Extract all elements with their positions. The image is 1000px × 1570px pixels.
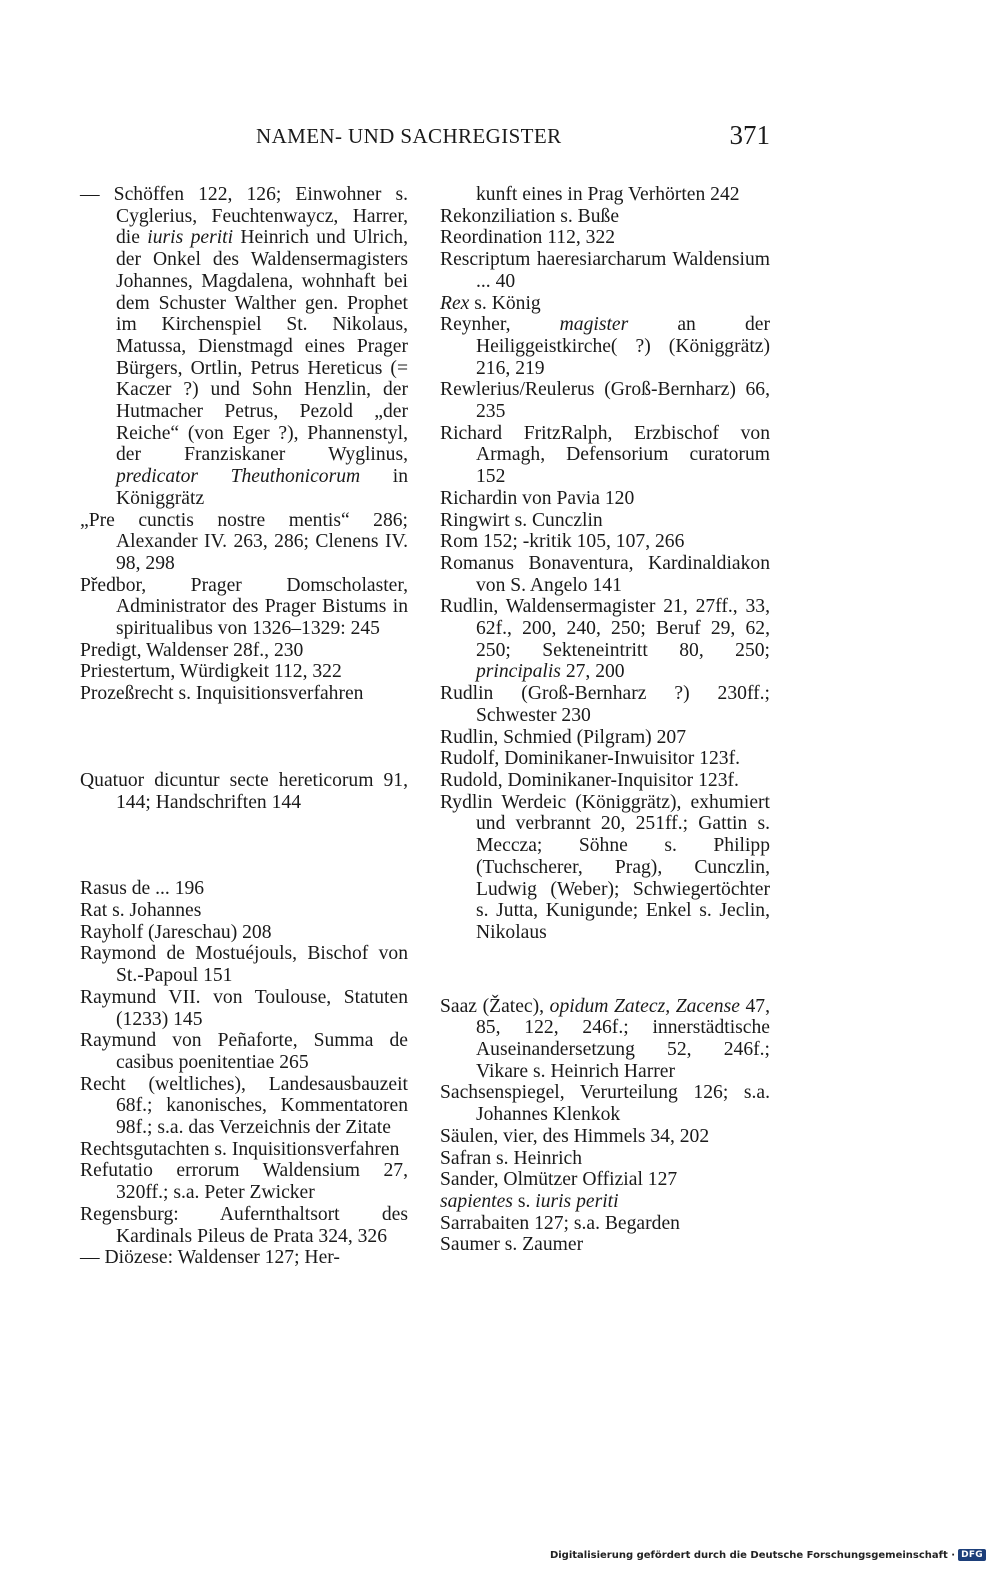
index-entry: Rydlin Werdeic (Königgrätz), exhumiert und verbrannt 20, 251ff.; Gattin s. Meccza; Söhne s. Philipp (Tuchscherer, Prag), Cunczlin, Ludwig (Weber); Schwiegertöchter s. Jutta, Kunigunde; Enkel s. Jeclin, Nikolaus: [440, 791, 770, 943]
index-entry: Rasus de ... 196: [80, 878, 205, 900]
footer-text: Digitalisierung gefördert durch die Deutsche Forschungsgemeinschaft ·: [549, 1549, 956, 1561]
section-gap: [80, 813, 408, 878]
section-gap: [440, 944, 770, 996]
index-entry: — Schöffen 122, 126; Einwohner s. Cyglerius, Feuchtenwaycz, Harrer, die iuris periti Heinrich und Ulrich, der Onkel des Waldensermagisters Johannes, Magdalena, wohnhaft bei dem Schuster Walther gen. Prophet im Kirchenspiel St. Nikolaus, Matussa, Dienstmagd eines Prager Bürgers, Ortlin, Petrus Hereticus (= Kaczer ?) und Sohn Henzlin, der Hutmacher Petrus, Pezold „der Reiche“ (von Eger ?), Phannenstyl, der Franziskaner Wyglinus, predicator Theuthonicorum in Königgrätz: [80, 184, 408, 509]
index-entry: Rom 152; -kritik 105, 107, 266: [440, 531, 685, 553]
index-entry: Raymund VII. von Toulouse, Statuten (1233) 145: [80, 986, 408, 1030]
index-entry: Priestertum, Würdigkeit 112, 322: [80, 661, 342, 683]
index-entry: kunft eines in Prag Verhörten 242: [476, 184, 740, 205]
index-entry: Rewlerius/Reulerus (Groß-Bernharz) 66, 235: [440, 379, 770, 423]
index-entry: Předbor, Prager Domscholaster, Administrator des Prager Bistums in spiritualibus von 1326–1329: 245: [80, 574, 408, 640]
index-entry: Raymund von Peñaforte, Summa de casibus poenitentiae 265: [80, 1030, 408, 1073]
digitization-footer: [550, 1549, 986, 1561]
index-entry: Quatuor dicuntur secte hereticorum 91, 144; Handschriften 144: [80, 769, 408, 813]
index-entry: Rayholf (Jareschau) 208: [80, 921, 272, 943]
index-entry: Rat s. Johannes: [80, 899, 202, 921]
index-entry: Recht (weltliches), Landesausbauzeit 68f.; kanonisches, Kommentatoren 98f.; s.a. das Verzeichnis der Zitate: [80, 1073, 408, 1139]
left-column: [80, 184, 408, 1269]
index-entry: Ringwirt s. Cunczlin: [440, 509, 603, 531]
index-entry: Rudolf, Dominikaner-Inwuisitor 123f.: [440, 748, 741, 770]
index-entry: Saaz (Žatec), opidum Zatecz, Zacense 47, 85, 122, 246f.; innerstädtische Auseinandersetzung 52, 246f.; Vikare s. Heinrich Harrer: [440, 995, 770, 1082]
index-entry: Reordination 112, 322: [440, 227, 616, 249]
section-gap: [80, 705, 408, 770]
right-column: [440, 184, 770, 1256]
index-entry: Richardin von Pavia 120: [440, 487, 635, 509]
index-entry: Rudlin, Waldensermagister 21, 27ff., 33, 62f., 200, 240, 250; Beruf 29, 62, 250; Sekteneintritt 80, 250; principalis 27, 200: [440, 596, 770, 683]
page-title: NAMEN- UND SACHREGISTER: [256, 124, 562, 148]
index-entry: Sander, Olmützer Offizial 127: [440, 1169, 678, 1191]
index-entry: Rechtsgutachten s. Inquisitionsverfahren: [80, 1138, 400, 1160]
index-entry: Predigt, Waldenser 28f., 230: [80, 639, 304, 661]
index-entry: Refutatio errorum Waldensium 27, 320ff.; s.a. Peter Zwicker: [80, 1160, 408, 1204]
index-entry: Saumer s. Zaumer: [440, 1234, 584, 1256]
index-entry: „Pre cunctis nostre mentis“ 286; Alexander IV. 263, 286; Clenens IV. 98, 298: [80, 509, 408, 574]
index-entry: sapientes s. iuris periti: [440, 1190, 619, 1212]
page-number: 371: [729, 120, 770, 150]
index-entry: Prozeßrecht s. Inquisitionsverfahren: [80, 683, 364, 705]
index-entry: Rex s. König: [440, 292, 541, 314]
index-entry: Sachsenspiegel, Verurteilung 126; s.a. Johannes Klenkok: [440, 1082, 770, 1126]
index-entry: — Diözese: Waldenser 127; Her-: [80, 1247, 340, 1269]
index-entry: Raymond de Mostuéjouls, Bischof von St.-Papoul 151: [80, 943, 408, 987]
index-entry: Safran s. Heinrich: [440, 1147, 583, 1169]
index-entry: Romanus Bonaventura, Kardinaldiakon von S. Angelo 141: [440, 552, 770, 596]
index-entry: Rudlin, Schmied (Pilgram) 207: [440, 726, 686, 748]
index-entry: Reynher, magister an der Heiliggeistkirche( ?) (Königgrätz) 216, 219: [440, 314, 771, 379]
dfg-logo: DFG: [958, 1549, 986, 1561]
index-entry: Säulen, vier, des Himmels 34, 202: [440, 1125, 710, 1147]
index-entry: Sarrabaiten 127; s.a. Begarden: [440, 1212, 680, 1234]
index-entry: Rescriptum haeresiarcharum Waldensium ... 40: [440, 249, 770, 292]
running-head: [80, 120, 770, 154]
index-entry: Rudold, Dominikaner-Inquisitor 123f.: [440, 769, 739, 791]
index-entry: Rudlin (Groß-Bernharz ?) 230ff.; Schwester 230: [440, 683, 770, 726]
index-entry: Rekonziliation s. Buße: [440, 205, 620, 227]
index-entry: Richard FritzRalph, Erzbischof von Armagh, Defensorium curatorum 152: [440, 422, 770, 488]
index-entry: Regensburg: Aufernthaltsort des Kardinals Pileus de Prata 324, 326: [80, 1203, 408, 1247]
